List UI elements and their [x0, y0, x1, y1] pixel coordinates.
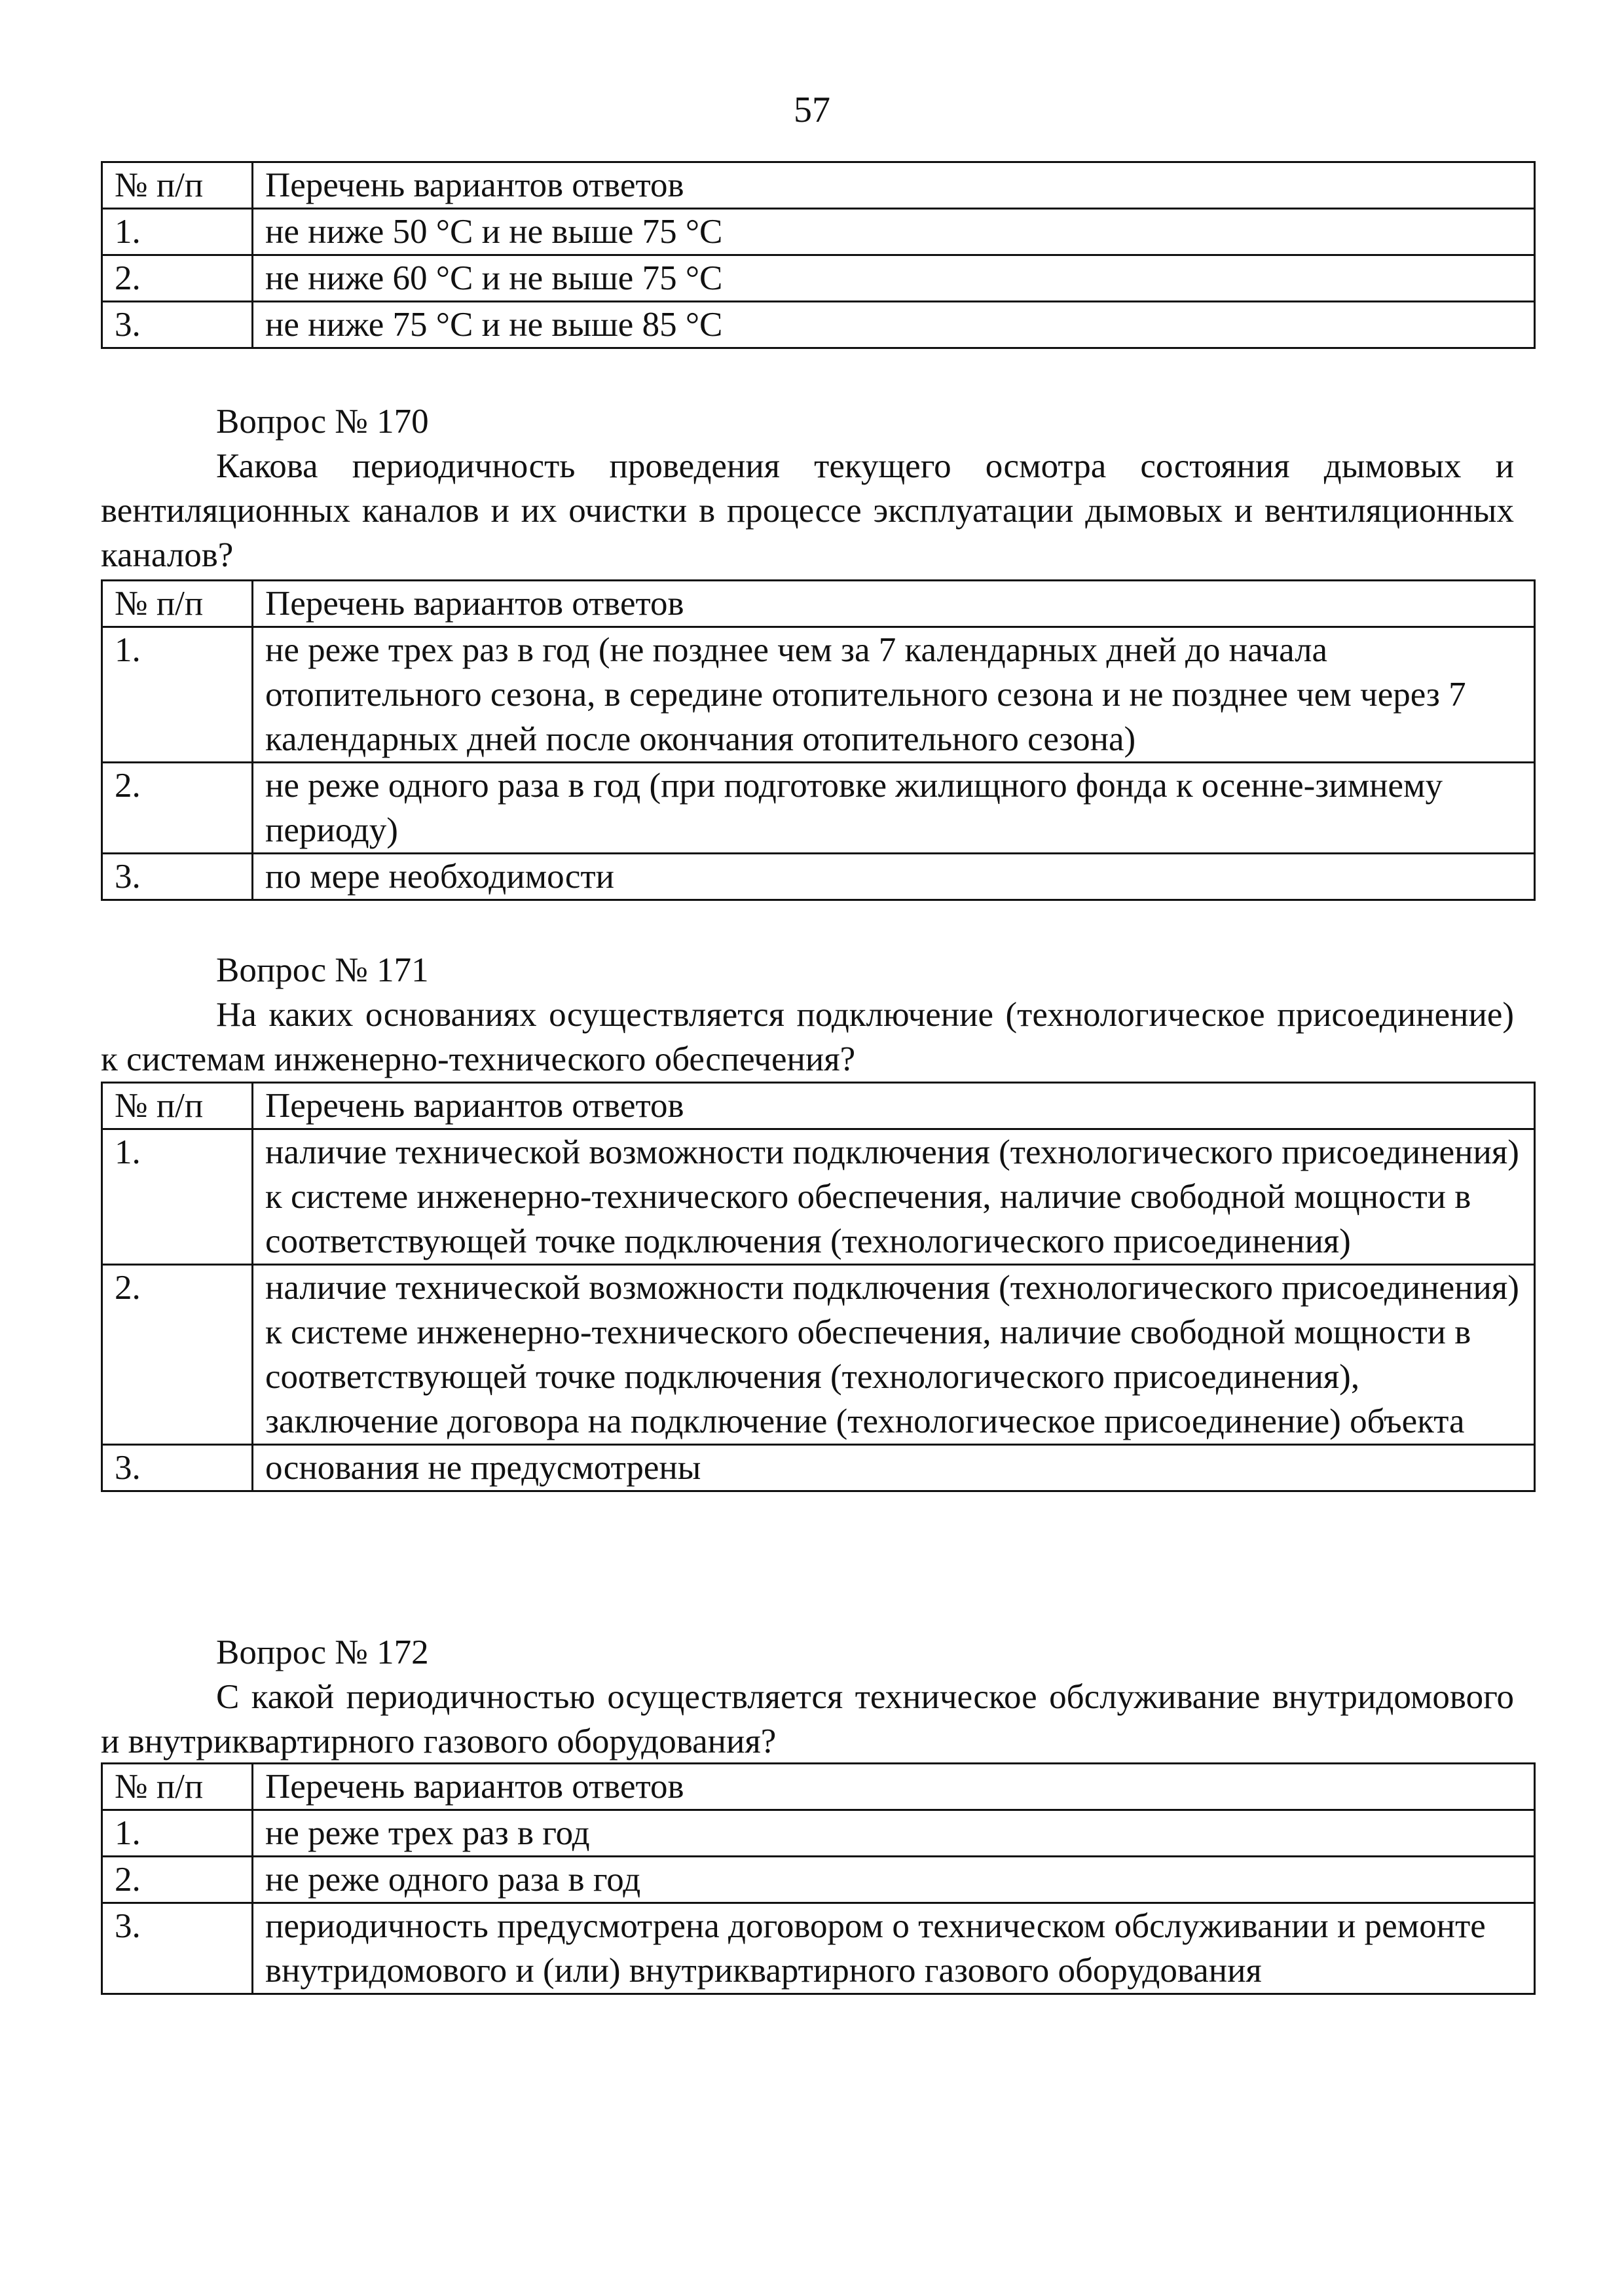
row-num: 3. [102, 1445, 253, 1491]
header-num: № п/п [102, 162, 253, 209]
question-heading: Вопрос № 172 [216, 1633, 429, 1671]
table-row [102, 1810, 1535, 1857]
header-answers: Перечень вариантов ответов [253, 581, 1535, 627]
table-row [102, 763, 1535, 854]
row-num: 3. [102, 1903, 253, 1994]
row-num: 1. [102, 209, 253, 255]
table-row [102, 302, 1535, 348]
row-text: периодичность предусмотрена договором о техническом обслуживании и ремонте внутридомового и (или) внутриквартирного газового оборудования [253, 1903, 1535, 1994]
row-num: 2. [102, 255, 253, 302]
question-171 [101, 948, 1514, 1082]
question-170 [101, 399, 1514, 577]
header-num: № п/п [102, 1083, 253, 1129]
row-num: 3. [102, 302, 253, 348]
page-number: 57 [794, 90, 830, 130]
row-text: по мере необходимости [253, 854, 1535, 900]
header-num: № п/п [102, 581, 253, 627]
table-row [102, 1129, 1535, 1265]
row-text: основания не предусмотрены [253, 1445, 1535, 1491]
header-answers: Перечень вариантов ответов [253, 1083, 1535, 1129]
table-header-row [102, 162, 1535, 209]
answers-table-171 [101, 1082, 1536, 1492]
question-172 [101, 1630, 1514, 1764]
row-text: наличие технической возможности подключения (технологического присоединения) к системе инженерно-технического обеспечения, наличие свободной мощности в соответствующей точке подключения (технологического присоединения) [253, 1129, 1535, 1265]
row-text: не реже одного раза в год (при подготовке жилищного фонда к осенне-зимнему периоду) [253, 763, 1535, 854]
row-text: не реже трех раз в год [253, 1810, 1535, 1857]
table-row [102, 255, 1535, 302]
question-heading: Вопрос № 170 [216, 403, 429, 441]
row-num: 1. [102, 1810, 253, 1857]
table-row [102, 1265, 1535, 1445]
table-row [102, 627, 1535, 763]
row-num: 1. [102, 627, 253, 763]
header-num: № п/п [102, 1764, 253, 1810]
row-text: наличие технической возможности подключения (технологического присоединения) к системе инженерно-технического обеспечения, наличие свободной мощности в соответствующей точке подключения (технологического присоединения), заключение договора на подключение (технологическое присоединение) объекта [253, 1265, 1535, 1445]
table-row [102, 209, 1535, 255]
header-answers: Перечень вариантов ответов [253, 1764, 1535, 1810]
row-text: не реже одного раза в год [253, 1857, 1535, 1903]
row-num: 2. [102, 1857, 253, 1903]
table-header-row [102, 581, 1535, 627]
row-num: 2. [102, 1265, 253, 1445]
row-num: 3. [102, 854, 253, 900]
table-header-row [102, 1083, 1535, 1129]
row-num: 1. [102, 1129, 253, 1265]
answers-table-170 [101, 579, 1536, 901]
row-text: не ниже 75 °С и не выше 85 °С [253, 302, 1535, 348]
row-num: 2. [102, 763, 253, 854]
table-row [102, 1445, 1535, 1491]
answers-table-172 [101, 1762, 1536, 1995]
question-text: С какой периодичностью осуществляется техническое обслуживание внутридомового и внутриквартирного газового оборудования? [101, 1678, 1514, 1760]
row-text: не ниже 60 °С и не выше 75 °С [253, 255, 1535, 302]
answers-table-prev [101, 161, 1536, 349]
table-row [102, 1903, 1535, 1994]
question-text: Какова периодичность проведения текущего осмотра состояния дымовых и вентиляционных каналов и их очистки в процессе эксплуатации дымовых и вентиляционных каналов? [101, 447, 1514, 574]
row-text: не реже трех раз в год (не позднее чем за 7 календарных дней до начала отопительного сезона, в середине отопительного сезона и не позднее чем через 7 календарных дней после окончания отопительного сезона) [253, 627, 1535, 763]
question-heading: Вопрос № 171 [216, 951, 429, 989]
table-row [102, 854, 1535, 900]
table-header-row [102, 1764, 1535, 1810]
header-answers: Перечень вариантов ответов [253, 162, 1535, 209]
question-text: На каких основаниях осуществляется подключение (технологическое присоединение) к системам инженерно-технического обеспечения? [101, 996, 1514, 1078]
table-row [102, 1857, 1535, 1903]
row-text: не ниже 50 °С и не выше 75 °С [253, 209, 1535, 255]
